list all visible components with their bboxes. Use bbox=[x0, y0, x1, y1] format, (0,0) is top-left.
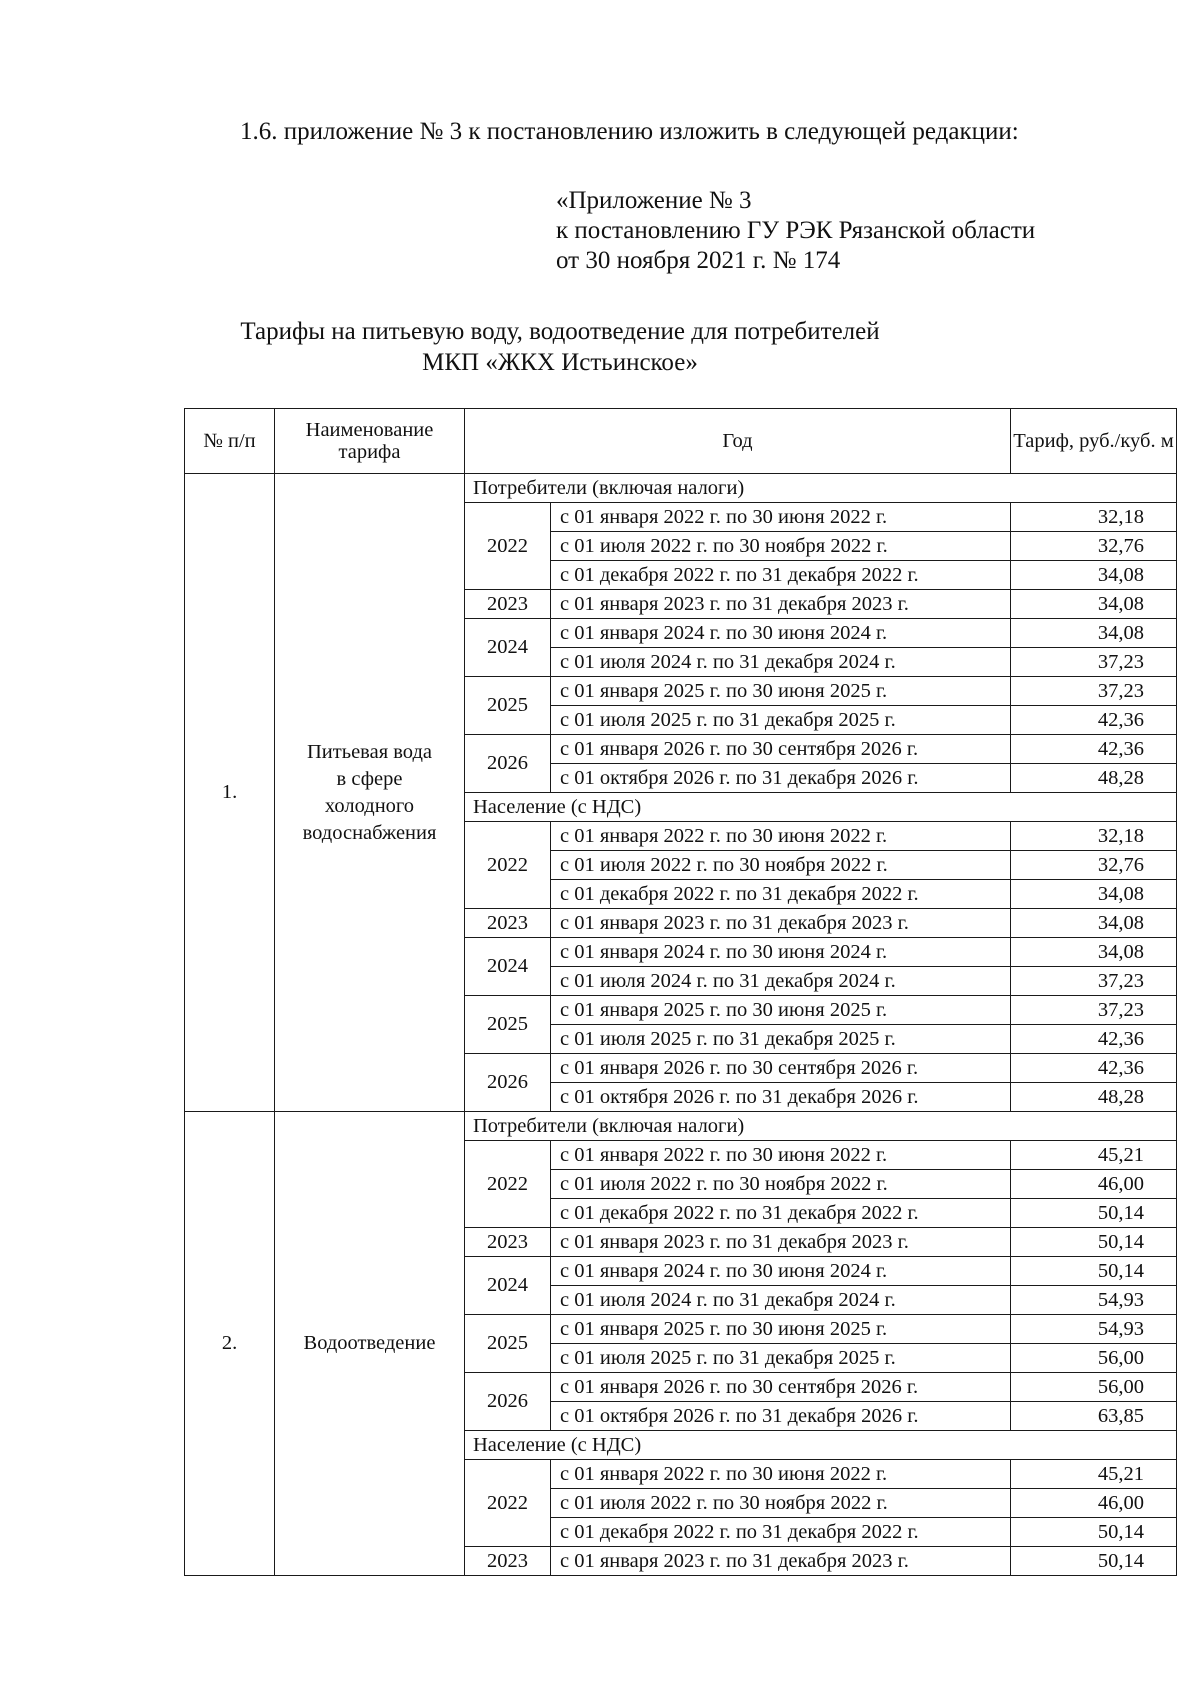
row-number: 1. bbox=[185, 474, 275, 1112]
rate-cell: 54,93 bbox=[1011, 1286, 1177, 1315]
period-cell: с 01 июля 2025 г. по 31 декабря 2025 г. bbox=[551, 1344, 1011, 1373]
period-cell: с 01 октября 2026 г. по 31 декабря 2026 г. bbox=[551, 764, 1011, 793]
year-cell: 2023 bbox=[465, 909, 551, 938]
year-cell: 2024 bbox=[465, 938, 551, 996]
period-cell: с 01 января 2025 г. по 30 июня 2025 г. bbox=[551, 1315, 1011, 1344]
header-num: № п/п bbox=[185, 409, 275, 474]
annex-heading bbox=[556, 186, 1035, 276]
period-cell: с 01 января 2022 г. по 30 июня 2022 г. bbox=[551, 1141, 1011, 1170]
tariff-name-line: водоснабжения bbox=[302, 821, 437, 844]
rate-cell: 46,00 bbox=[1011, 1170, 1177, 1199]
period-cell: с 01 декабря 2022 г. по 31 декабря 2022 г. bbox=[551, 1518, 1011, 1547]
annex-line: к постановлению ГУ РЭК Рязанской области bbox=[556, 217, 1036, 244]
rate-cell: 37,23 bbox=[1011, 677, 1177, 706]
document-title bbox=[200, 316, 920, 378]
tariff-name bbox=[275, 474, 465, 1112]
year-cell: 2026 bbox=[465, 1054, 551, 1112]
year-cell: 2023 bbox=[465, 590, 551, 619]
row-number: 2. bbox=[185, 1112, 275, 1576]
period-cell: с 01 декабря 2022 г. по 31 декабря 2022 г. bbox=[551, 1199, 1011, 1228]
period-cell: с 01 января 2023 г. по 31 декабря 2023 г. bbox=[551, 1547, 1011, 1576]
year-cell: 2025 bbox=[465, 1315, 551, 1373]
tariff-name-line: Питьевая вода bbox=[307, 740, 432, 763]
consumer-group-label: Население (с НДС) bbox=[465, 793, 1177, 822]
rate-cell: 37,23 bbox=[1011, 648, 1177, 677]
rate-cell: 32,76 bbox=[1011, 532, 1177, 561]
rate-cell: 48,28 bbox=[1011, 764, 1177, 793]
rate-cell: 63,85 bbox=[1011, 1402, 1177, 1431]
rate-cell: 32,76 bbox=[1011, 851, 1177, 880]
annex-line: «Приложение № 3 bbox=[556, 187, 752, 214]
rate-cell: 34,08 bbox=[1011, 590, 1177, 619]
year-cell: 2026 bbox=[465, 1373, 551, 1431]
period-cell: с 01 января 2024 г. по 30 июня 2024 г. bbox=[551, 619, 1011, 648]
tariff-name-line: Водоотведение bbox=[303, 1332, 436, 1354]
period-cell: с 01 января 2022 г. по 30 июня 2022 г. bbox=[551, 1460, 1011, 1489]
year-cell: 2024 bbox=[465, 619, 551, 677]
year-cell: 2023 bbox=[465, 1228, 551, 1257]
annex-line: от 30 ноября 2021 г. № 174 bbox=[556, 247, 841, 274]
rate-cell: 34,08 bbox=[1011, 880, 1177, 909]
rate-cell: 56,00 bbox=[1011, 1373, 1177, 1402]
rate-cell: 50,14 bbox=[1011, 1199, 1177, 1228]
table-header-row bbox=[185, 409, 1177, 474]
rate-cell: 48,28 bbox=[1011, 1083, 1177, 1112]
period-cell: с 01 июля 2022 г. по 30 ноября 2022 г. bbox=[551, 532, 1011, 561]
period-cell: с 01 декабря 2022 г. по 31 декабря 2022 г. bbox=[551, 561, 1011, 590]
rate-cell: 37,23 bbox=[1011, 996, 1177, 1025]
consumer-group-label: Население (с НДС) bbox=[465, 1431, 1177, 1460]
period-cell: с 01 января 2023 г. по 31 декабря 2023 г. bbox=[551, 909, 1011, 938]
title-line: МКП «ЖКХ Истьинское» bbox=[422, 349, 698, 376]
period-cell: с 01 октября 2026 г. по 31 декабря 2026 г. bbox=[551, 1083, 1011, 1112]
period-cell: с 01 января 2023 г. по 31 декабря 2023 г. bbox=[551, 590, 1011, 619]
rate-cell: 50,14 bbox=[1011, 1518, 1177, 1547]
period-cell: с 01 января 2022 г. по 30 июня 2022 г. bbox=[551, 503, 1011, 532]
period-cell: с 01 января 2025 г. по 30 июня 2025 г. bbox=[551, 996, 1011, 1025]
rate-cell: 42,36 bbox=[1011, 735, 1177, 764]
rate-cell: 42,36 bbox=[1011, 1054, 1177, 1083]
period-cell: с 01 января 2023 г. по 31 декабря 2023 г. bbox=[551, 1228, 1011, 1257]
rate-cell: 50,14 bbox=[1011, 1547, 1177, 1576]
rate-cell: 32,18 bbox=[1011, 503, 1177, 532]
rate-cell: 45,21 bbox=[1011, 1141, 1177, 1170]
rate-cell: 54,93 bbox=[1011, 1315, 1177, 1344]
period-cell: с 01 июля 2024 г. по 31 декабря 2024 г. bbox=[551, 967, 1011, 996]
period-cell: с 01 июля 2022 г. по 30 ноября 2022 г. bbox=[551, 1170, 1011, 1199]
title-line: Тарифы на питьевую воду, водоотведение для потребителей bbox=[240, 318, 880, 345]
rate-cell: 37,23 bbox=[1011, 967, 1177, 996]
header-name: Наименование тарифа bbox=[275, 409, 465, 474]
consumer-group-label: Потребители (включая налоги) bbox=[465, 474, 1177, 503]
period-cell: с 01 января 2024 г. по 30 июня 2024 г. bbox=[551, 938, 1011, 967]
rate-cell: 42,36 bbox=[1011, 1025, 1177, 1054]
year-cell: 2022 bbox=[465, 503, 551, 590]
period-cell: с 01 июля 2022 г. по 30 ноября 2022 г. bbox=[551, 851, 1011, 880]
tariff-name-line: холодного bbox=[324, 794, 415, 817]
period-cell: с 01 января 2026 г. по 30 сентября 2026 г. bbox=[551, 1373, 1011, 1402]
period-cell: с 01 октября 2026 г. по 31 декабря 2026 г. bbox=[551, 1402, 1011, 1431]
year-cell: 2026 bbox=[465, 735, 551, 793]
period-cell: с 01 июля 2022 г. по 30 ноября 2022 г. bbox=[551, 1489, 1011, 1518]
year-cell: 2022 bbox=[465, 822, 551, 909]
period-cell: с 01 июля 2024 г. по 31 декабря 2024 г. bbox=[551, 1286, 1011, 1315]
rate-cell: 34,08 bbox=[1011, 938, 1177, 967]
rate-cell: 46,00 bbox=[1011, 1489, 1177, 1518]
year-cell: 2022 bbox=[465, 1141, 551, 1228]
tariff-name-line: в сфере bbox=[336, 767, 403, 790]
group-row bbox=[185, 1112, 1177, 1141]
rate-cell: 34,08 bbox=[1011, 619, 1177, 648]
rate-cell: 56,00 bbox=[1011, 1344, 1177, 1373]
group-row bbox=[185, 474, 1177, 503]
rate-cell: 50,14 bbox=[1011, 1228, 1177, 1257]
period-cell: с 01 января 2025 г. по 30 июня 2025 г. bbox=[551, 677, 1011, 706]
header-rate: Тариф, руб./куб. м bbox=[1011, 409, 1177, 474]
period-cell: с 01 января 2026 г. по 30 сентября 2026 г. bbox=[551, 1054, 1011, 1083]
rate-cell: 34,08 bbox=[1011, 909, 1177, 938]
rate-cell: 42,36 bbox=[1011, 706, 1177, 735]
period-cell: с 01 января 2024 г. по 30 июня 2024 г. bbox=[551, 1257, 1011, 1286]
period-cell: с 01 января 2026 г. по 30 сентября 2026 г. bbox=[551, 735, 1011, 764]
year-cell: 2024 bbox=[465, 1257, 551, 1315]
rate-cell: 50,14 bbox=[1011, 1257, 1177, 1286]
rate-cell: 34,08 bbox=[1011, 561, 1177, 590]
year-cell: 2022 bbox=[465, 1460, 551, 1547]
table-body bbox=[185, 474, 1177, 1576]
tariff-name bbox=[275, 1112, 465, 1576]
year-cell: 2025 bbox=[465, 996, 551, 1054]
rate-cell: 45,21 bbox=[1011, 1460, 1177, 1489]
period-cell: с 01 января 2022 г. по 30 июня 2022 г. bbox=[551, 822, 1011, 851]
year-cell: 2023 bbox=[465, 1547, 551, 1576]
period-cell: с 01 июля 2024 г. по 31 декабря 2024 г. bbox=[551, 648, 1011, 677]
tariff-table bbox=[184, 408, 1177, 1576]
period-cell: с 01 июля 2025 г. по 31 декабря 2025 г. bbox=[551, 706, 1011, 735]
header-year: Год bbox=[465, 409, 1011, 474]
intro-paragraph: 1.6. приложение № 3 к постановлению изложить в следующей редакции: bbox=[240, 118, 1019, 145]
period-cell: с 01 июля 2025 г. по 31 декабря 2025 г. bbox=[551, 1025, 1011, 1054]
year-cell: 2025 bbox=[465, 677, 551, 735]
period-cell: с 01 декабря 2022 г. по 31 декабря 2022 г. bbox=[551, 880, 1011, 909]
consumer-group-label: Потребители (включая налоги) bbox=[465, 1112, 1177, 1141]
rate-cell: 32,18 bbox=[1011, 822, 1177, 851]
